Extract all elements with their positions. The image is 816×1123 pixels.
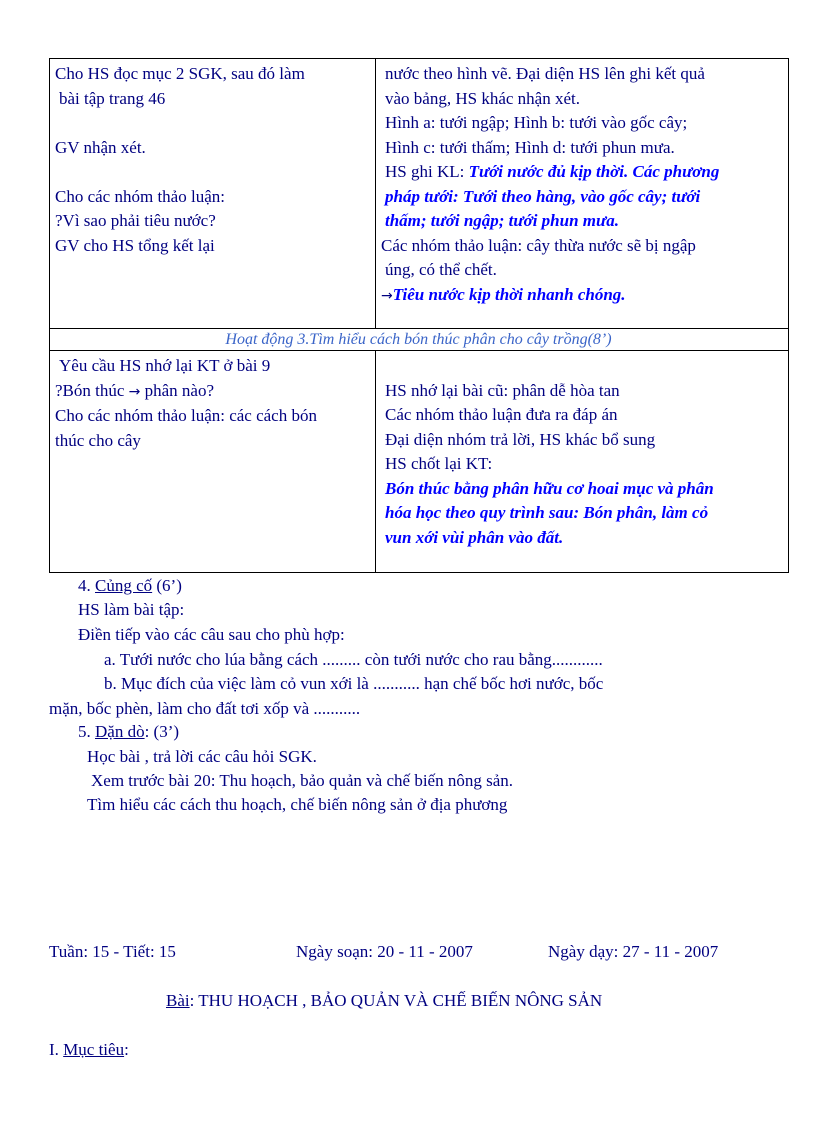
table-row <box>50 59 789 329</box>
left-text: phân nào? <box>140 380 215 400</box>
conclusion-text: Tiêu nước kịp thời nhanh chóng. <box>392 284 626 304</box>
conclusion-text: Tưới nước đủ kịp thời. Các phương <box>468 162 720 181</box>
left-line: Cho các nhóm thảo luận: các cách bón <box>55 406 317 425</box>
left-line: Cho các nhóm thảo luận: <box>55 186 225 206</box>
prep-date: Ngày soạn: 20 - 11 - 2007 <box>296 942 473 961</box>
conclusion-prefix: HS ghi KL: <box>385 162 469 181</box>
student-activity-cell <box>376 351 789 573</box>
left-line: GV nhận xét. <box>55 137 146 157</box>
activity-3-header: Hoạt động 3.Tìm hiểu cách bón thúc phân cho cây trồng(8’) <box>50 329 789 351</box>
body-line: Tìm hiểu các cách thu hoạch, chế biến nông sản ở địa phương <box>87 795 508 814</box>
section-5-heading <box>78 720 179 744</box>
exercise-b: b. Mục đích của việc làm cỏ vun xới là ........... hạn chế bốc hơi nước, bốc <box>104 674 604 693</box>
body-line: HS làm bài tập: <box>78 600 185 619</box>
exercise-a: a. Tưới nước cho lúa bằng cách ......... còn tưới nước cho rau bằng............ <box>104 650 603 669</box>
left-line <box>55 379 369 405</box>
teacher-activity-cell <box>50 351 376 573</box>
body-line: Học bài , trả lời các câu hỏi SGK. <box>87 747 317 766</box>
right-line: Các nhóm thảo luận: cây thừa nước sẽ bị ngập <box>381 235 696 255</box>
teacher-activity-cell <box>50 59 376 329</box>
student-activity-cell <box>376 59 789 329</box>
objectives-heading <box>49 1038 129 1062</box>
section-time: (6’) <box>152 576 182 595</box>
left-line: ?Vì sao phải tiêu nước? <box>55 211 216 230</box>
right-line: vào bảng, HS khác nhận xét. <box>385 88 580 108</box>
right-line: pháp tưới: Tưới theo hàng, vào gốc cây; tưới <box>385 186 701 206</box>
right-line: HS chốt lại KT: <box>385 454 493 473</box>
table-row <box>50 351 789 573</box>
right-line <box>381 160 782 185</box>
right-line <box>381 283 782 309</box>
right-line: Hình c: tưới thấm; Hình d: tưới phun mưa. <box>385 137 675 157</box>
lesson-title-label: Bài <box>166 991 190 1010</box>
section-number: 4. <box>78 576 95 595</box>
left-line: Yêu cầu HS nhớ lại KT ở bài 9 <box>59 356 271 375</box>
right-line: HS nhớ lại bài cũ: phân dễ hòa tan <box>385 380 620 400</box>
lesson-title <box>166 989 602 1013</box>
right-line: Đại diện nhóm trả lời, HS khác bổ sung <box>385 429 656 449</box>
right-line: vun xới vùi phân vào đất. <box>385 527 564 547</box>
week-lesson: Tuần: 15 - Tiết: 15 <box>49 942 176 961</box>
section-number: 5. <box>78 722 95 741</box>
left-line <box>55 160 369 185</box>
right-line: Bón thúc bằng phân hữu cơ hoai mục và phân <box>385 478 714 498</box>
right-line: Hình a: tưới ngập; Hình b: tưới vào gốc cây; <box>385 113 688 132</box>
section-time: : (3’) <box>144 722 180 741</box>
right-arrow-icon: → <box>381 287 393 304</box>
left-line: Cho HS đọc mục 2 SGK, sau đó làm <box>55 64 305 83</box>
right-line: Các nhóm thảo luận đưa ra đáp án <box>385 405 618 424</box>
teach-date: Ngày dạy: 27 - 11 - 2007 <box>548 942 719 961</box>
colon: : <box>124 1040 129 1059</box>
right-line: hóa học theo quy trình sau: Bón phân, làm cỏ <box>385 503 709 522</box>
left-line <box>55 111 369 136</box>
section-title: Củng cố <box>95 576 153 595</box>
right-line: nước theo hình vẽ. Đại diện HS lên ghi kết quả <box>385 64 705 83</box>
left-text: ?Bón thúc <box>55 380 129 400</box>
section-4-heading <box>78 574 182 598</box>
left-line: GV cho HS tổng kết lại <box>55 235 215 255</box>
lesson-title-text: : THU HOẠCH , BẢO QUẢN VÀ CHẾ BIẾN NÔNG SẢN <box>189 991 603 1010</box>
objectives-label: Mục tiêu <box>63 1040 125 1059</box>
right-arrow-icon: → <box>128 383 141 400</box>
section-number: I. <box>49 1040 64 1059</box>
exercise-b-continued: mặn, bốc phèn, làm cho đất tơi xốp và ........... <box>49 699 361 718</box>
left-line: thúc cho cây <box>55 430 141 450</box>
spacer <box>381 354 782 379</box>
activity-header-row <box>50 329 789 351</box>
section-title: Dặn dò <box>95 722 145 741</box>
body-line: Điền tiếp vào các câu sau cho phù hợp: <box>78 625 345 644</box>
body-line: Xem trước bài 20: Thu hoạch, bảo quản và chế biến nông sản. <box>91 771 513 790</box>
left-line: bài tập trang 46 <box>59 88 166 108</box>
lesson-table <box>49 58 789 573</box>
right-line: thấm; tưới ngập; tưới phun mưa. <box>385 211 619 230</box>
right-line: úng, có thể chết. <box>385 260 497 279</box>
